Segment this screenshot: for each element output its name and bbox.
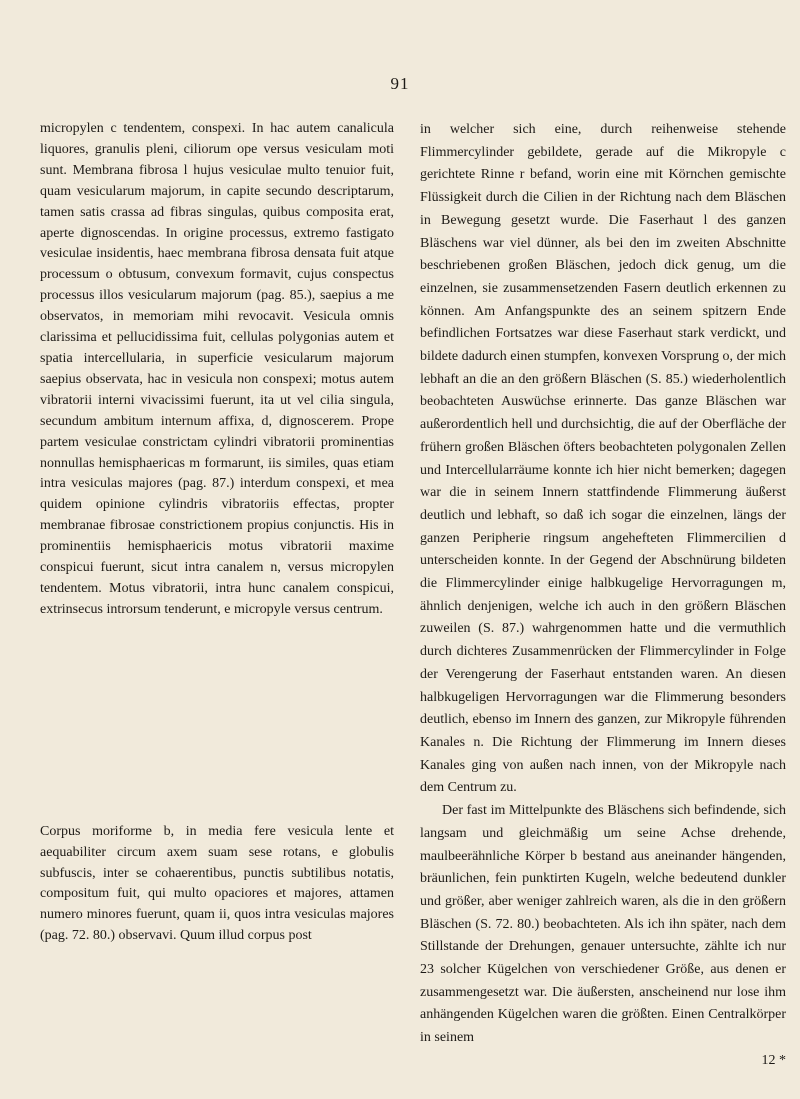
german-paragraph-2: Der fast im Mittelpunkte des Bläschens sich befindende, sich langsam und gleichmäßig um seine Achse drehende, maulbeerähnliche Körper b bestand aus aneinander hängenden, bräunlichen, fein punktirten Kugeln, welche bedeutend dunkler und größer, aber weniger zahlreich waren, als die in den größern Bläschen (S. 72. 80.) beobachteten. Als ich ihn später, nach dem Stillstande der Drehungen, genauer untersuchte, zählte ich nur 23 solcher Kügelchen von verschiedener Größe, aus denen er zusammengesetzt war. Die äußersten, anscheinend nur lose ihm anhängenden Kügelchen waren die größten. Einen Centralkörper in seinem — [420, 803, 786, 1046]
latin-paragraph-2: Corpus moriforme b, in media fere vesicula lente et aequabiliter circum axem suam sese rotans, e globulis subfuscis, inter se cohaerentibus, punctis subtilibus notatis, compositum fuit, qui multo opaciores et majores, attamen numero minores fuerunt, quam ii, quos intra vesiculas majores (pag. 72. 80.) observavi. Quum illud corpus post — [40, 823, 394, 944]
german-column — [420, 119, 786, 1073]
signature-mark: 12 * — [761, 1052, 786, 1068]
page-number: 91 — [390, 74, 410, 93]
latin-paragraph-1: micropylen c tendentem, conspexi. In hac autem canalicula liquores, granulis pleni, ciliorum ope versus vesiculam moti sunt. Membrana fibrosa l hujus vesiculae multo tenuior fuit, quam vesicularum majorum, in capite secundo descriptarum, tamen satis crassa ad fibras singulas, quibus composita erat, aperte dignoscendas. In origine processus, extremo fastigato vesiculae insidentis, haec membrana fibrosa densata fuit atque processum o obtusum, convexum formavit, cujus conspectus processus illos vesicularum majorum (pag. 85.), saepius a me observatos, in memoriam mihi revocavit. Vesicula omnis clarissima et pellucidissima fuit, cellulas polygonias autem et spatia intercellularia, in superficie vesicularum majorum saepius observata, hac in vesicula non conspexi; motus autem vibratorii interni vivacissimi fuerunt, ita ut vel cilia singula, secundum ambitum internum affixa, d, dignoscerem. Prope partem vesiculae constrictam cylindri vibratorii prominentias nonnullas hemisphaericas m formarunt, iis similes, quas etiam intra vesiculas majores (pag. 87.) interdum conspexi, et mea quidem opinione cylindris vibratoriis effectas, propter membranae fibrosae constrictionem propius conjunctis. His in prominentiis hemisphaericis motus vibratorii maxime conspicui fuerunt, sicut intra canalem n, versus micropylen tendentem. Motus vibratorii, intra hunc canalem conspicui, extrinsecus introrsum tenderunt, e micropyle versus centrum. — [40, 121, 394, 617]
german-paragraph-1: in welcher sich eine, durch reihenweise stehende Flimmercylinder gebildete, gerade auf die Mikropyle c gerichtete Rinne r befand, worin eine mit Körnchen gemischte Flüssigkeit durch die Cilien in der Richtung nach dem Bläschen in Bewegung gesetzt wurde. Die Faserhaut l des ganzen Bläschens war viel dünner, als bei den im zweiten Abschnitte beschriebenen großen Bläschen, jedoch dick genug, um die einzelnen, sie zusammensetzenden Fasern deutlich erkennen zu können. Am Anfangspunkte des an seinem spitzern Ende befindlichen Fortsatzes war diese Faserhaut stark verdickt, und bildete dadurch einen stumpfen, konvexen Vorsprung o, der mich lebhaft an die an den größern Bläschen (S. 85.) wiederholentlich beobachteten Auswüchse erinnerte. Das ganze Bläschen war außerordentlich hell und durchsichtig, die auf der Oberfläche der frühern großen Bläschen öfters beobachteten polygonalen Zellen und Intercellularräume konnte ich hier nicht bemerken; dagegen war die in seinem Innern stattfindende Flimmerung äußerst deutlich und lebhaft, so daß ich sogar die einzelnen, längs der ganzen Peripherie ringsum angehefteten Flimmercilien d unterscheiden konnte. In der Gegend der Abschnürung bildeten die Flimmercylinder einige halbkugelige Hervorragungen m, ähnlich denjenigen, welche ich auch in den größern Bläschen zuweilen (S. 87.) wahrgenommen hatte und die vermuthlich durch dichteres Zusammenrücken der Flimmercylinder in Folge der Verengerung der Faserhaut entstanden waren. An diesen halbkugeligen Hervorragungen war die Flimmerung besonders deutlich, ebenso im Innern des ganzen, zur Mikropyle führenden Kanales n. Die Richtung der Flimmerung im Innern dieses Kanales ging von außen nach innen, von der Mikropyle nach dem Centrum zu. — [420, 122, 786, 796]
latin-column — [40, 119, 394, 947]
